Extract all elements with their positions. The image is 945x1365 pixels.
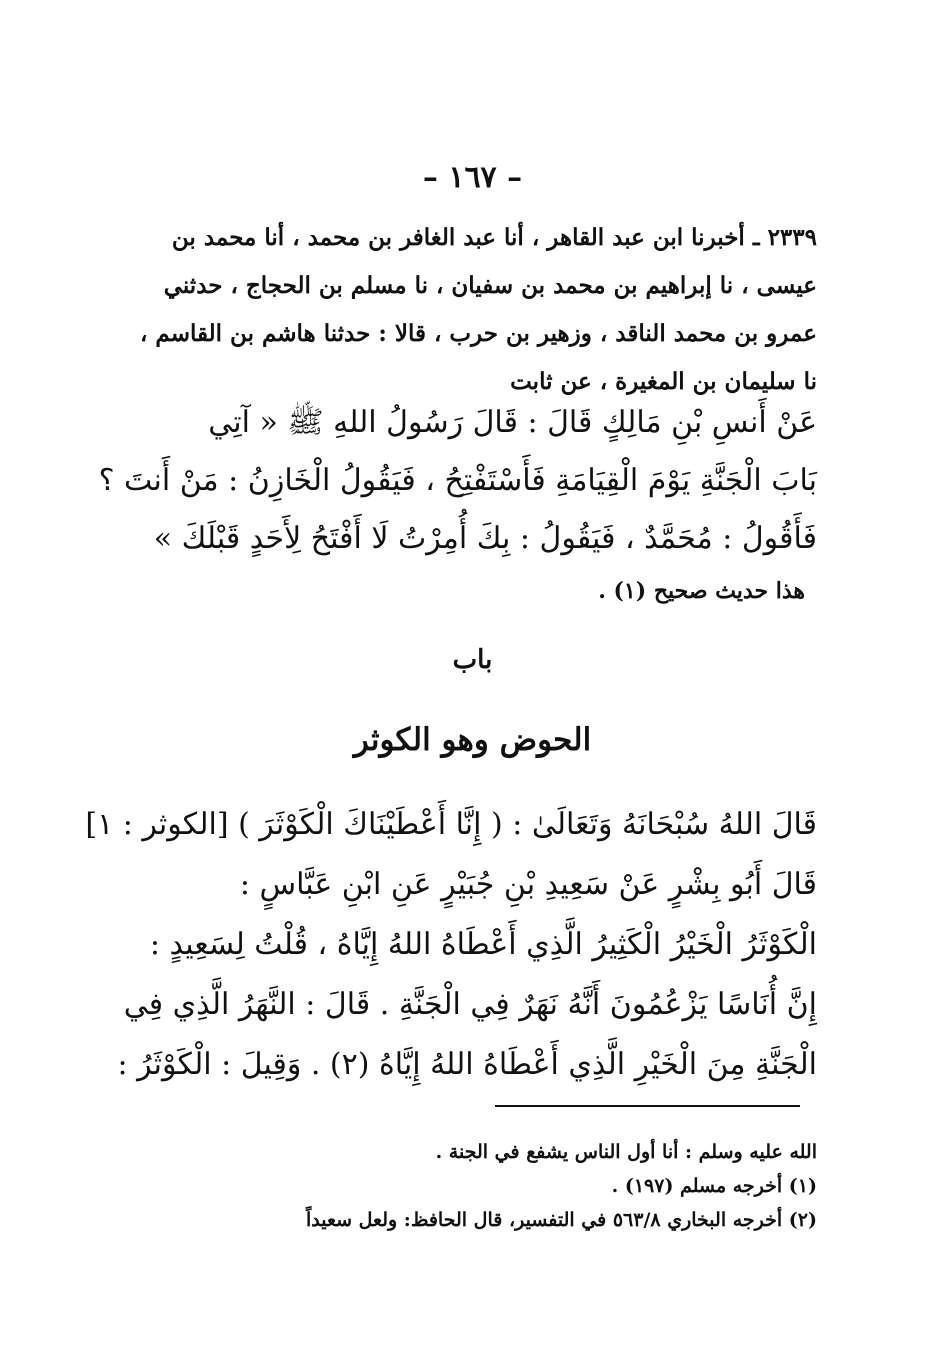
- body-line: قَالَ أَبُو بِشْرٍ عَنْ سَعِيدِ بْنِ جُبَيْرٍ عَنِ ابْنِ عَبَّاسٍ :: [239, 867, 817, 902]
- hadith-grade: هذا حديث صحيح (١) .: [598, 578, 805, 604]
- body-line: إِنَّ أُنَاسًا يَزْعُمُونَ أَنَّهُ نَهَرٌ فِي الْجَنَّةِ . قَالَ : النَّهَرُ الَّذِي فِي: [123, 987, 817, 1022]
- matn-line: بَابَ الْجَنَّةِ يَوْمَ الْقِيَامَةِ فَأَسْتَفْتِحُ ، فَيَقُولُ الْخَازِنُ : مَنْ أَنتَ ؟: [98, 463, 817, 498]
- chapter-body: [85, 795, 817, 1095]
- body-line: الْكَوْثَرُ الْخَيْرُ الْكَثِيرُ الَّذِي أَعْطَاهُ اللهُ إِيَّاهُ ، قُلْتُ لِسَعِيدٍ :: [149, 927, 817, 962]
- isnad-line: ٢٣٣٩ ـ أخبرنا ابن عبد القاهر ، أنا عبد الغافر بن محمد ، أنا محمد بن: [171, 224, 817, 251]
- matn-line: فَأَقُولُ : مُحَمَّدٌ ، فَيَقُولُ : بِكَ أُمِرْتُ لَا أَفْتَحُ لِأَحَدٍ قَبْلَكَ »: [153, 521, 817, 556]
- bab-label: باب: [452, 645, 493, 675]
- hadith-isnad: [140, 214, 817, 406]
- page-number: – ١٦٧ –: [422, 160, 523, 195]
- body-line: الْجَنَّةِ مِنَ الْخَيْرِ الَّذِي أَعْطَاهُ اللهُ إِيَّاهُ (٢) . وَقِيلَ : الْكَوْثَرُ :: [117, 1047, 817, 1082]
- footnote-line: الله عليه وسلم : أنا أول الناس يشفع في الجنة .: [435, 1141, 817, 1163]
- isnad-line: نا سليمان بن المغيرة ، عن ثابت: [510, 368, 817, 395]
- chapter-title: الحوض وهو الكوثر: [353, 722, 592, 758]
- footnote-line: (١) أخرجه مسلم (١٩٧) .: [611, 1175, 817, 1197]
- isnad-line: عيسى ، نا إبراهيم بن محمد بن سفيان ، نا مسلم بن الحجاج ، حدثني: [163, 272, 817, 299]
- footnote-line: (٢) أخرجه البخاري ٥٦٣/٨ في التفسير، قال الحافظ: ولعل سعيداً: [305, 1209, 817, 1231]
- footnotes: [160, 1135, 817, 1237]
- matn-line: عَنْ أَنسِ بْنِ مَالِكٍ قَالَ : قَالَ رَسُولُ اللهِ ﷺ « آتِي: [208, 405, 817, 440]
- footnote-divider: [495, 1105, 800, 1107]
- body-line: قَالَ اللهُ سُبْحَانَهُ وَتَعَالَىٰ : ( إِنَّا أَعْطَيْنَاكَ الْكَوْثَرَ ) [الكوثر : ١]: [85, 807, 817, 842]
- isnad-line: عمرو بن محمد الناقد ، وزهير بن حرب ، قالا : حدثنا هاشم بن القاسم ،: [140, 320, 817, 347]
- hadith-matn: [98, 394, 817, 614]
